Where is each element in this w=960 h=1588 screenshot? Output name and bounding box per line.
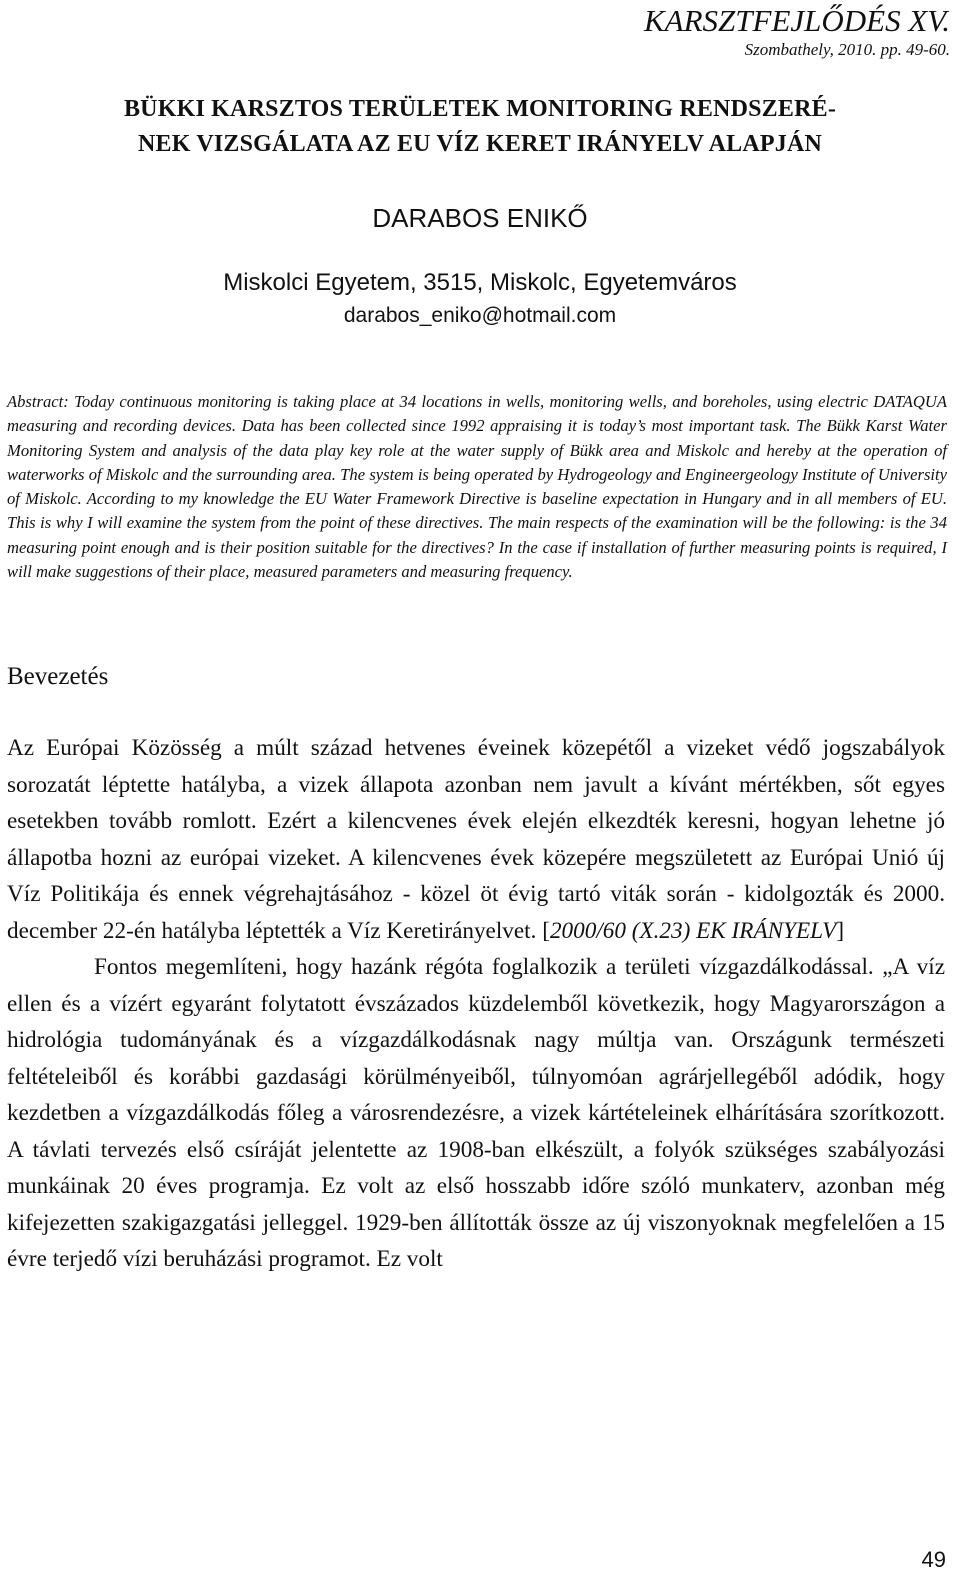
paper-title [0, 92, 960, 162]
author-name: DARABOS ENIKŐ [372, 203, 588, 233]
body-paragraph-1 [7, 730, 945, 949]
paper-title-line-1: BÜKKI KARSZTOS TERÜLETEK MONITORING RENDSZERÉ- [123, 96, 837, 122]
body-paragraph-1-end: ] [836, 917, 845, 944]
section-heading: Bevezetés [7, 663, 109, 690]
author-affiliation: Miskolci Egyetem, 3515, Miskolc, Egyetemváros [223, 269, 737, 296]
page-number: 49 [921, 1547, 946, 1572]
series-title: KARSZTFEJLŐDÉS XV. [644, 3, 950, 38]
body-paragraph-2: Fontos megemlíteni, hogy hazánk régóta foglalkozik a területi vízgazdálkodással. „A víz ellen és a vízért egyaránt folytatott évszázados küzdelemből következik, hogy Magyarországon a hidrológia tudományának és a vízgazdálkodásnak nagy múltja van. Országunk természeti feltételeiből és korábbi gazdasági körülményeiből, túlnyomóan agrárjellegéből adódik, hogy kezdetben a vízgazdálkodás főleg a városrendezésre, a vizek kártételeinek elhárítására szorítkozott. A távlati tervezés első csíráját jelentette az 1908-ban elkészült, a folyók szükséges szabályozási munkáinak 20 éves programja. Ez volt az első hosszabb időre szóló munkaterv, azonban még kifejezetten szakigazgatási jelleggel. 1929-ben állították össze az új viszonyoknak megfelelően a 15 évre terjedő vízi beruházási programot. Ez volt [7, 954, 945, 1272]
author-email: darabos_eniko@hotmail.com [343, 304, 617, 327]
directive-reference: 2000/60 (X.23) EK IRÁNYELV [549, 917, 837, 944]
section-body [7, 730, 945, 1278]
paper-title-line-2: NEK VIZSGÁLATA AZ EU VÍZ KERET IRÁNYELV ALAPJÁN [137, 131, 823, 157]
series-meta: Szombathely, 2010. pp. 49-60. [744, 40, 950, 59]
body-paragraph-1-text: Az Európai Közösség a múlt század hetvenes éveinek közepétől a vizeket védő jogszabályok sorozatát léptette hatályba, a vizek állapota azonban nem javult a kívánt mértékben, sőt egyes esetekben tovább romlott. Ezért a kilencvenes évek elején elkezdték keresni, hogyan lehetne jó állapotba hozni az európai vizeket. A kilencvenes évek közepére megszületett az Európai Unió új Víz Politikája és ennek végrehajtásához - közel öt évig tartó viták során - kidolgozták és 2000. december 22-én hatályba léptették a Víz Keretirányelvet. [ [7, 735, 945, 944]
running-header [644, 4, 950, 62]
abstract: Abstract: Today continuous monitoring is taking place at 34 locations in wells, monitoring wells, and boreholes, using electric DATAQUA measuring and recording devices. Data has been collected since 1992 appraising it is today’s most important task. The Bükk Karst Water Monitoring System and analysis of the data play key role at the water supply of Bükk area and Miskolc and hereby at the operation of waterworks of Miskolc and the surrounding area. The system is being operated by Hydrogeology and Engineergeology Institute of University of Miskolc. According to my knowledge the EU Water Framework Directive is baseline expectation in Hungary and in all members of EU. This is why I will examine the system from the point of these directives. The main respects of the examination will be the following: is the 34 measuring point enough and is their position suitable for the directives? In the case if installation of further measuring points is required, I will make suggestions of their place, measured parameters and measuring frequency. [7, 392, 947, 582]
